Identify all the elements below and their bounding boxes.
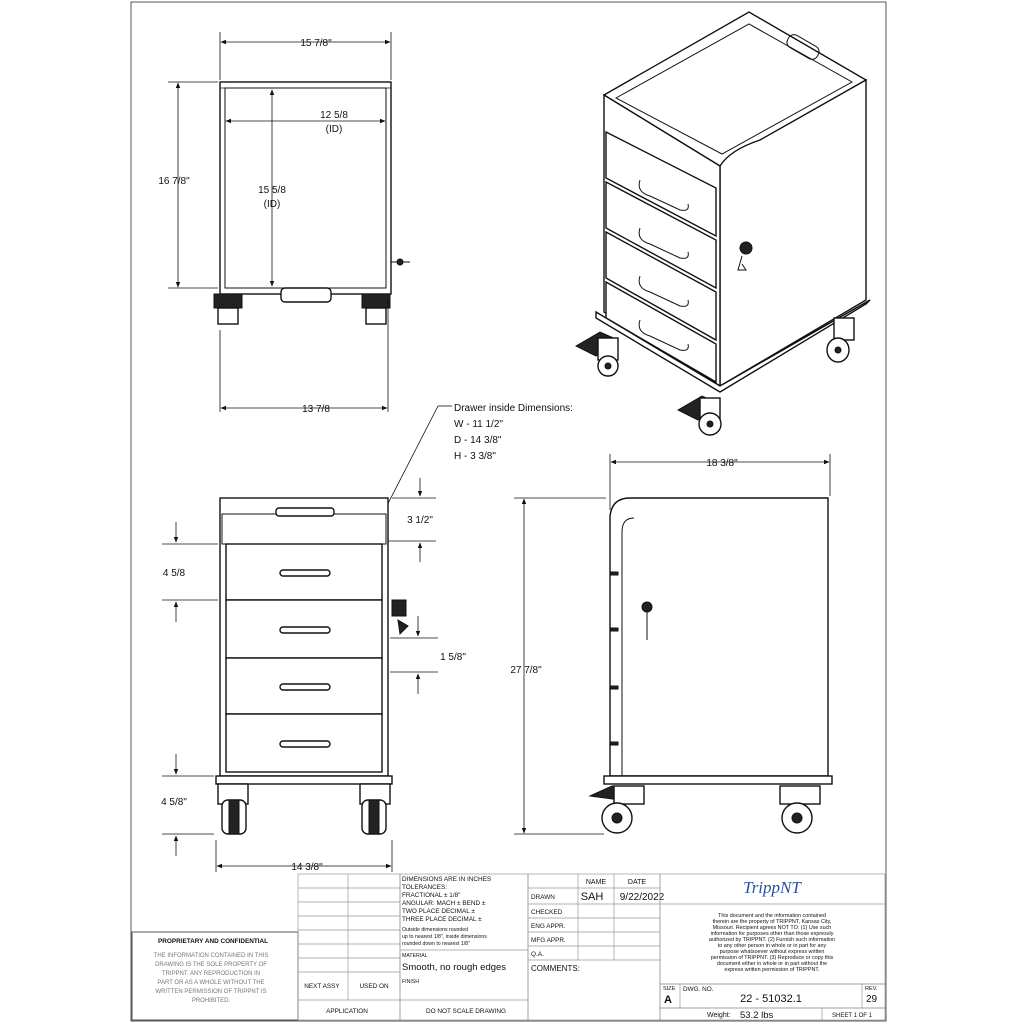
notice-line-3: Missouri. Recipient agrees NOT TO: (1) Use such (712, 925, 832, 931)
name-header: NAME (585, 879, 607, 886)
tolerance-line-1: DIMENSIONS ARE IN INCHES (402, 876, 492, 883)
front-lock-icon (392, 600, 406, 616)
iso-caster-front-right (678, 396, 721, 435)
application-label: APPLICATION (326, 1008, 368, 1015)
dim-top-inner-width: 12 5/8 (320, 110, 348, 121)
top-view (158, 32, 410, 415)
proprietary-line-5: WRITTEN PERMISSION OF TRIPPNT IS (155, 989, 267, 995)
side-caster-left (590, 786, 644, 833)
drawn-date: 9/22/2022 (619, 892, 665, 903)
dim-side-height: 27 7/8" (510, 665, 542, 676)
top-view-caster-right (362, 294, 390, 308)
eng-appr-label: ENG APPR. (531, 923, 566, 930)
dim-front-caster: 4 5/8" (161, 797, 187, 808)
tolerance-line-6: THREE PLACE DECIMAL ± (402, 916, 482, 923)
weight-value: 53.2 lbs (740, 1010, 774, 1021)
notice-line-10: express written permission of TRIPPNT. (724, 967, 820, 973)
notice-line-6: to any other person in whole or in part for any (717, 943, 827, 949)
dim-front-width: 14 3/8" (291, 862, 323, 873)
iso-lock-icon (740, 242, 752, 254)
date-header: DATE (627, 879, 647, 886)
used-on-label: USED ON (359, 983, 389, 990)
rounding-line-1: Outside dimensions rounded (402, 927, 469, 933)
comments-label: COMMENTS: (531, 964, 580, 973)
proprietary-line-1: THE INFORMATION CONTAINED IN THIS (153, 953, 269, 959)
isometric-view (576, 12, 870, 435)
rev-value: 29 (866, 994, 878, 1005)
checked-label: CHECKED (531, 909, 563, 916)
drawn-name: SAH (580, 891, 604, 903)
top-view-outline (220, 82, 391, 294)
drawer-note-d: D - 14 3/8" (454, 435, 502, 446)
tolerance-line-2: TOLERANCES: (402, 884, 447, 891)
notice-line-2: therein are the property of TRIPPNT, Kansas City, (712, 919, 832, 925)
tolerance-line-3: FRACTIONAL ± 1/8" (402, 892, 461, 899)
rev-label: REV. (865, 986, 878, 992)
side-lock-icon (642, 602, 652, 612)
dim-top-depth: 16 7/8" (158, 176, 190, 187)
notice-line-5: authorized by TRIPPNT. (2) Furnish such information (708, 937, 836, 943)
next-assy-label: NEXT ASSY (304, 983, 340, 990)
proprietary-line-3: TRIPPNT. ANY REPRODUCTION IN (161, 971, 261, 977)
dwg-no-label: DWG. NO. (683, 986, 714, 993)
dwg-no-value: 22 - 51032.1 (740, 993, 802, 1005)
rounding-line-3: rounded down to nearest 1/8" (402, 941, 470, 947)
front-view (161, 478, 466, 873)
dim-top-inner-depth-id: (ID) (263, 199, 281, 210)
drawer-note-w: W - 11 1/2" (454, 419, 503, 430)
notice-line-7: purpose whatsoever without express written (719, 949, 825, 955)
dim-front-top: 3 1/2" (407, 515, 433, 526)
size-label: SIZE (663, 986, 676, 992)
tolerance-line-4: ANGULAR: MACH ± BEND ± (402, 900, 486, 907)
weight-label: Weight: (707, 1012, 731, 1019)
notice-line-9: document either in whole or in part without the (716, 961, 828, 967)
side-view (510, 454, 832, 834)
dim-side-depth: 18 3/8" (706, 458, 738, 469)
dim-base-width: 13 7/8 (302, 404, 330, 415)
iso-caster-front-left (576, 332, 618, 376)
size-value: A (664, 994, 672, 1006)
notice-line-1: This document and the information contained (718, 913, 826, 919)
drawer-note-h: H - 3 3/8" (454, 451, 496, 462)
notice-line-4: information for purposes other than those expressly (710, 931, 834, 937)
tolerance-line-5: TWO PLACE DECIMAL ± (402, 908, 475, 915)
sheet-label: SHEET 1 OF 1 (832, 1013, 872, 1019)
side-caster-right (780, 786, 820, 833)
dim-front-drawer: 4 5/8 (162, 568, 186, 579)
dim-front-lock: 1 5/8" (440, 652, 466, 663)
title-block (132, 874, 885, 1021)
proprietary-line-2: DRAWING IS THE SOLE PROPERTY OF (155, 962, 267, 968)
proprietary-line-6: PROHIBITED. (191, 998, 231, 1004)
proprietary-title: PROPRIETARY AND CONFIDENTIAL (157, 938, 269, 945)
proprietary-line-4: PART OR AS A WHOLE WITHOUT THE (157, 980, 265, 986)
do-not-scale-label: DO NOT SCALE DRAWING (426, 1008, 506, 1015)
material-value: Smooth, no rough edges (402, 962, 507, 973)
material-label: MATERIAL (402, 953, 428, 959)
drawn-label: DRAWN (531, 894, 555, 901)
side-view-outline (610, 498, 828, 776)
trippnt-logo: TrippNT (743, 878, 801, 897)
top-view-caster-left (214, 294, 242, 308)
dim-top-width: 15 7/8" (300, 38, 332, 49)
top-view-handle (281, 288, 331, 302)
dim-top-inner-depth: 15 5/8 (258, 185, 286, 196)
front-caster-right (360, 784, 390, 834)
drawer-note-title: Drawer inside Dimensions: (454, 403, 573, 414)
qa-label: Q.A. (531, 951, 544, 958)
front-caster-left (218, 784, 248, 834)
notice-line-8: permission of TRIPPNT. (3) Reproduce or copy this (710, 955, 834, 961)
dim-top-inner-width-id: (ID) (325, 124, 343, 135)
finish-label: FINISH (402, 979, 420, 985)
mfg-appr-label: MFG APPR. (531, 937, 566, 944)
rounding-line-2: up to nearest 1/8", inside dimensions (402, 934, 487, 940)
